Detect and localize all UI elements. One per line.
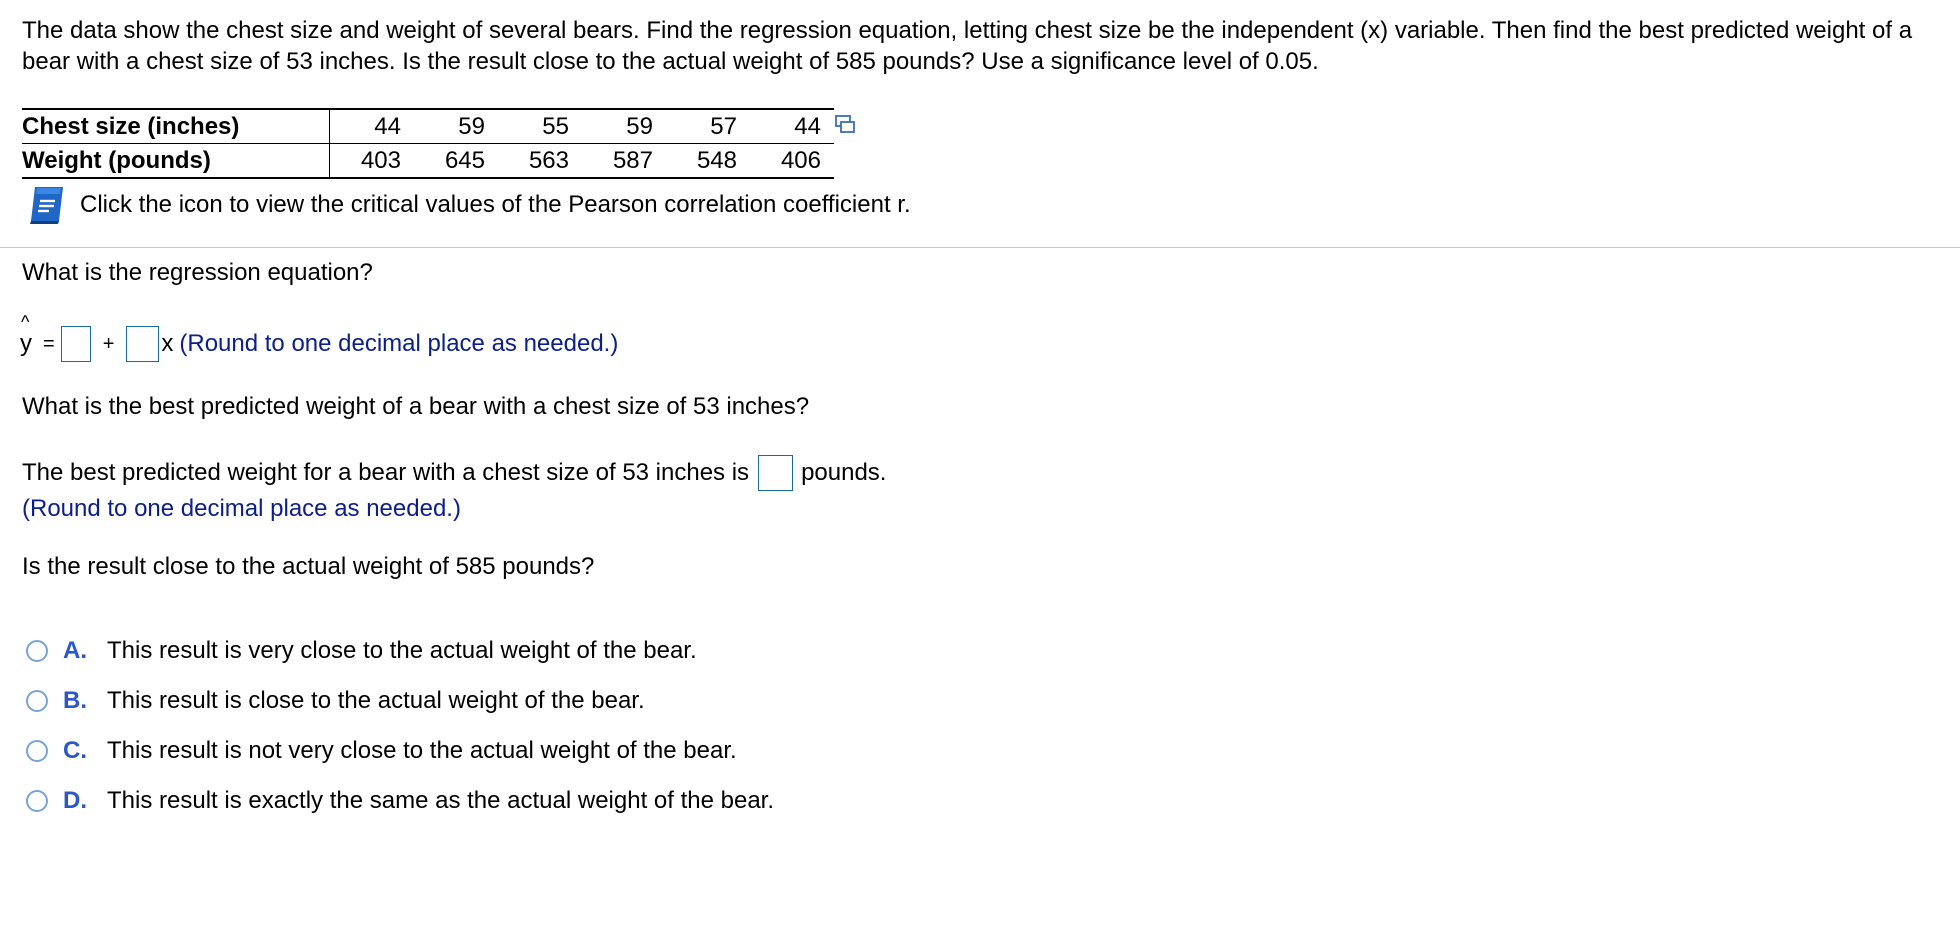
table-cell: 44 bbox=[750, 109, 834, 144]
problem-statement: The data show the chest size and weight of several bears. Find the regression equation, letting chest size be the independent (x) variable. Then find the best predicted weight of a bear with a chest size of 53 inches. Is the result close to the actual weight of 585 pounds? Use a significance level of 0.05. bbox=[22, 17, 1913, 75]
bear-data-table bbox=[22, 108, 834, 179]
question-result-close: Is the result close to the actual weight of 585 pounds? bbox=[22, 553, 595, 580]
equals-sign: = bbox=[43, 332, 55, 355]
rounding-hint: (Round to one decimal place as needed.) bbox=[179, 330, 619, 357]
table-row bbox=[22, 144, 834, 179]
option-letter: C. bbox=[63, 737, 87, 764]
sentence-before: The best predicted weight for a bear with a chest size of 53 inches is bbox=[22, 459, 750, 486]
option-c[interactable] bbox=[26, 726, 774, 776]
table-cell: 548 bbox=[666, 144, 750, 179]
radio-button[interactable] bbox=[26, 740, 48, 762]
option-letter: A. bbox=[63, 637, 87, 664]
slope-input[interactable] bbox=[126, 326, 159, 362]
critical-values-row bbox=[26, 184, 911, 226]
row-label-weight: Weight (pounds) bbox=[22, 144, 330, 179]
radio-button[interactable] bbox=[26, 640, 48, 662]
table-cell: 587 bbox=[582, 144, 666, 179]
option-text: This result is exactly the same as the actual weight of the bear. bbox=[107, 787, 775, 814]
option-a[interactable] bbox=[26, 626, 774, 676]
table-cell: 55 bbox=[498, 109, 582, 144]
table-row bbox=[22, 109, 834, 144]
table-cell: 406 bbox=[750, 144, 834, 179]
option-text: This result is very close to the actual weight of the bear. bbox=[107, 637, 697, 664]
option-letter: D. bbox=[63, 787, 87, 814]
option-b[interactable] bbox=[26, 676, 774, 726]
sentence-after: pounds. bbox=[801, 459, 887, 486]
predicted-weight-sentence bbox=[22, 453, 886, 493]
rounding-hint: (Round to one decimal place as needed.) bbox=[22, 495, 461, 522]
critical-values-link-text: Click the icon to view the critical values of the Pearson correlation coefficient r. bbox=[80, 191, 911, 218]
radio-button[interactable] bbox=[26, 790, 48, 812]
copy-data-icon[interactable] bbox=[834, 113, 856, 135]
table-cell: 57 bbox=[666, 109, 750, 144]
table-cell: 563 bbox=[498, 144, 582, 179]
intercept-input[interactable] bbox=[61, 326, 91, 362]
question-regression-equation: What is the regression equation? bbox=[22, 259, 373, 286]
table-cell: 403 bbox=[330, 144, 415, 179]
regression-equation bbox=[20, 312, 619, 364]
radio-button[interactable] bbox=[26, 690, 48, 712]
y-hat-symbol: ^ y bbox=[20, 312, 32, 357]
option-d[interactable] bbox=[26, 776, 774, 826]
option-text: This result is not very close to the actual weight of the bear. bbox=[107, 737, 737, 764]
plus-sign: + bbox=[102, 332, 115, 355]
question-predicted-weight: What is the best predicted weight of a bear with a chest size of 53 inches? bbox=[22, 393, 810, 420]
table-cell: 44 bbox=[330, 109, 415, 144]
table-cell: 59 bbox=[582, 109, 666, 144]
option-letter: B. bbox=[63, 687, 87, 714]
section-divider bbox=[0, 247, 1960, 248]
row-label-chest-size: Chest size (inches) bbox=[22, 109, 330, 144]
table-cell: 645 bbox=[414, 144, 498, 179]
option-text: This result is close to the actual weight of the bear. bbox=[107, 687, 645, 714]
table-cell: 59 bbox=[414, 109, 498, 144]
x-variable: x bbox=[161, 330, 174, 357]
answer-options bbox=[26, 626, 774, 826]
book-icon[interactable] bbox=[26, 184, 66, 226]
predicted-weight-input[interactable] bbox=[758, 455, 793, 491]
